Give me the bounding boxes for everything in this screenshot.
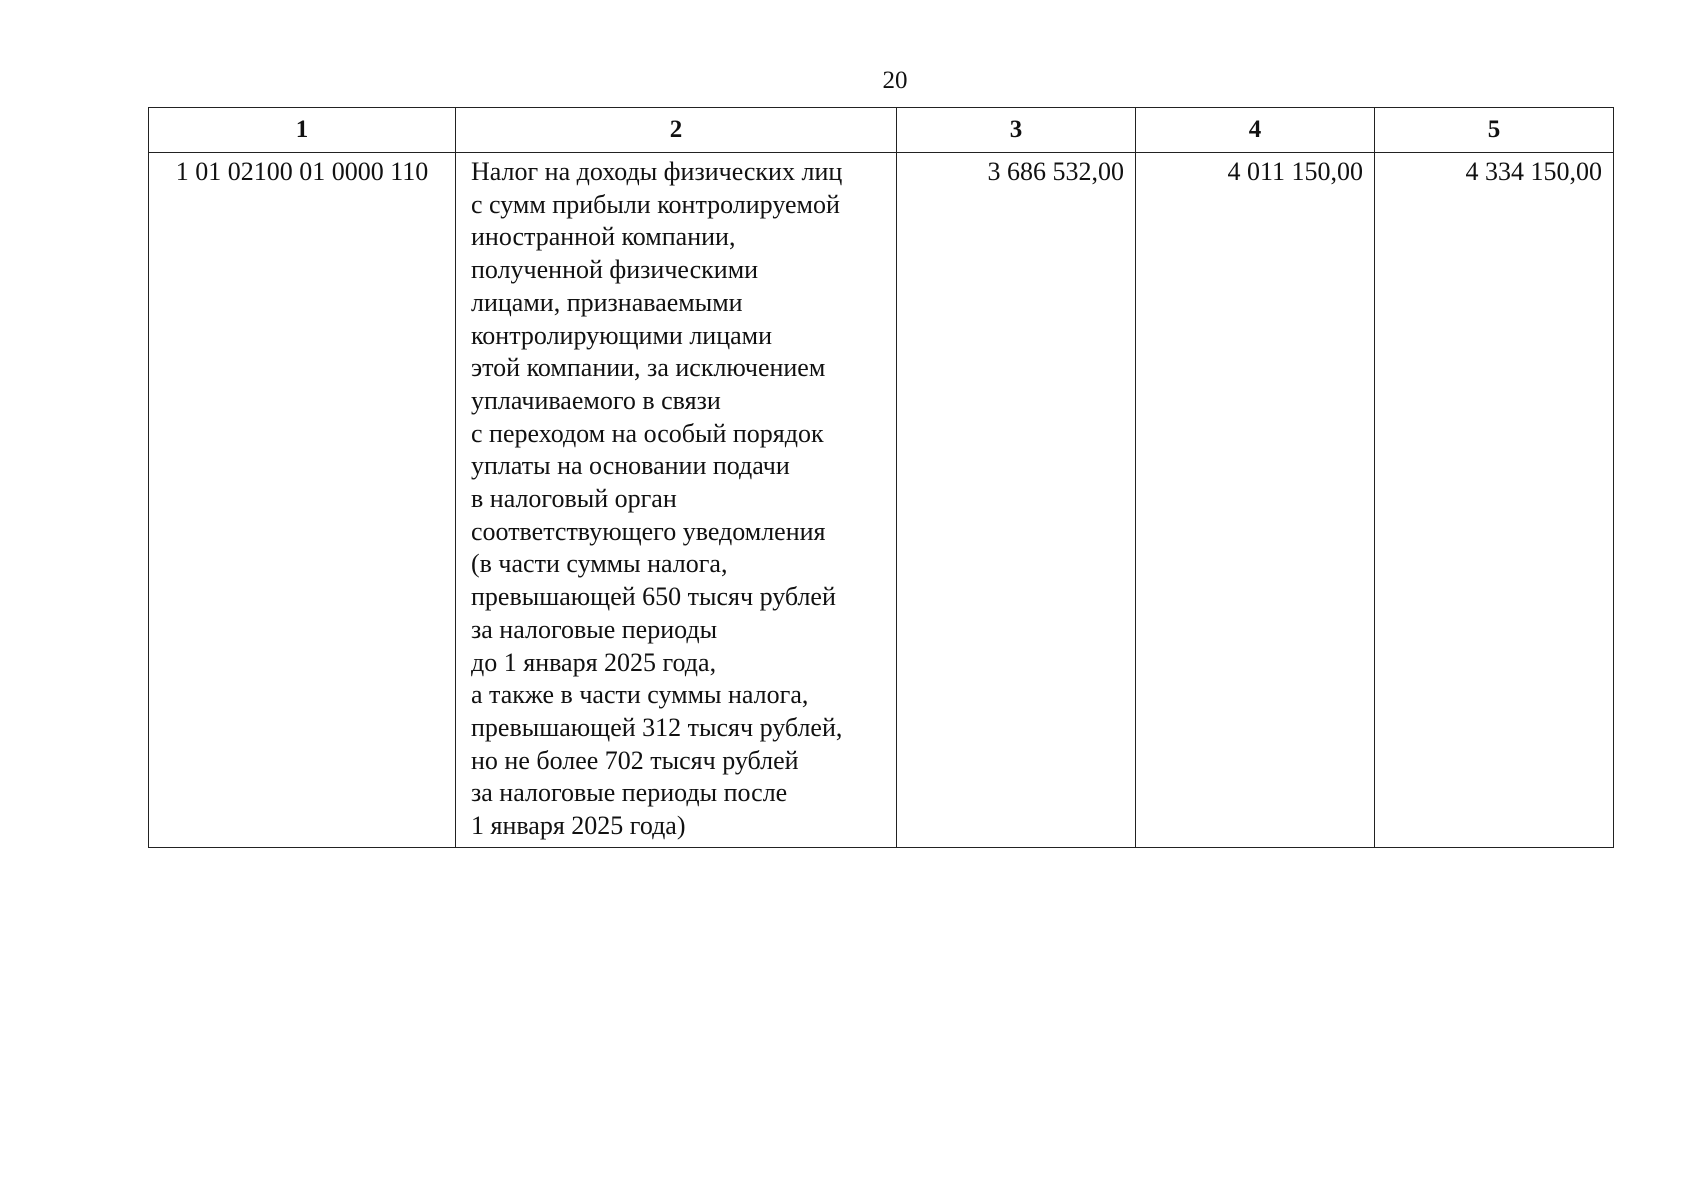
- description-line: до 1 января 2025 года,: [471, 647, 717, 677]
- header-row: [149, 108, 1614, 153]
- description-line: в налоговый орган: [471, 484, 677, 514]
- header-col-4: 4: [1136, 108, 1375, 153]
- header-col-3: 3: [897, 108, 1136, 153]
- description-line: контролирующими лицами: [471, 320, 773, 350]
- description-line: полученной физическими: [471, 255, 759, 285]
- description-line: но не более 702 тысяч рублей: [471, 745, 799, 775]
- header-col-5: 5: [1375, 108, 1614, 153]
- description-line: за налоговые периоды после: [471, 778, 788, 808]
- description-line: уплаты на основании подачи: [471, 451, 790, 481]
- description-line: Налог на доходы физических лиц: [471, 157, 843, 186]
- description-line: с сумм прибыли контролируемой: [471, 189, 840, 219]
- description-line: за налоговые периоды: [471, 614, 718, 644]
- description-line: превышающей 650 тысяч рублей: [471, 582, 836, 612]
- description-line: с переходом на особый порядок: [471, 418, 824, 448]
- budget-table: [148, 107, 1614, 848]
- description-line: (в части суммы налога,: [471, 549, 728, 579]
- description-line: превышающей 312 тысяч рублей,: [471, 712, 843, 742]
- description-line: а также в части суммы налога,: [471, 680, 809, 710]
- description-line: иностранной компании,: [471, 222, 736, 252]
- table-row: [149, 153, 1614, 848]
- budget-classification-code: 1 01 02100 01 0000 110: [149, 153, 456, 848]
- description-line: уплачиваемого в связи: [471, 385, 721, 415]
- page-number: 20: [882, 67, 908, 94]
- description-line: этой компании, за исключением: [471, 353, 826, 383]
- amount-col-5: 4 334 150,00: [1375, 153, 1614, 848]
- header-col-1: 1: [149, 108, 456, 153]
- description-line: соответствующего уведомления: [471, 516, 826, 546]
- income-description: [456, 153, 897, 848]
- amount-col-3: 3 686 532,00: [897, 153, 1136, 848]
- description-line: лицами, признаваемыми: [471, 287, 743, 317]
- amount-col-4: 4 011 150,00: [1136, 153, 1375, 848]
- header-col-2: 2: [456, 108, 897, 153]
- description-line: 1 января 2025 года): [471, 811, 686, 841]
